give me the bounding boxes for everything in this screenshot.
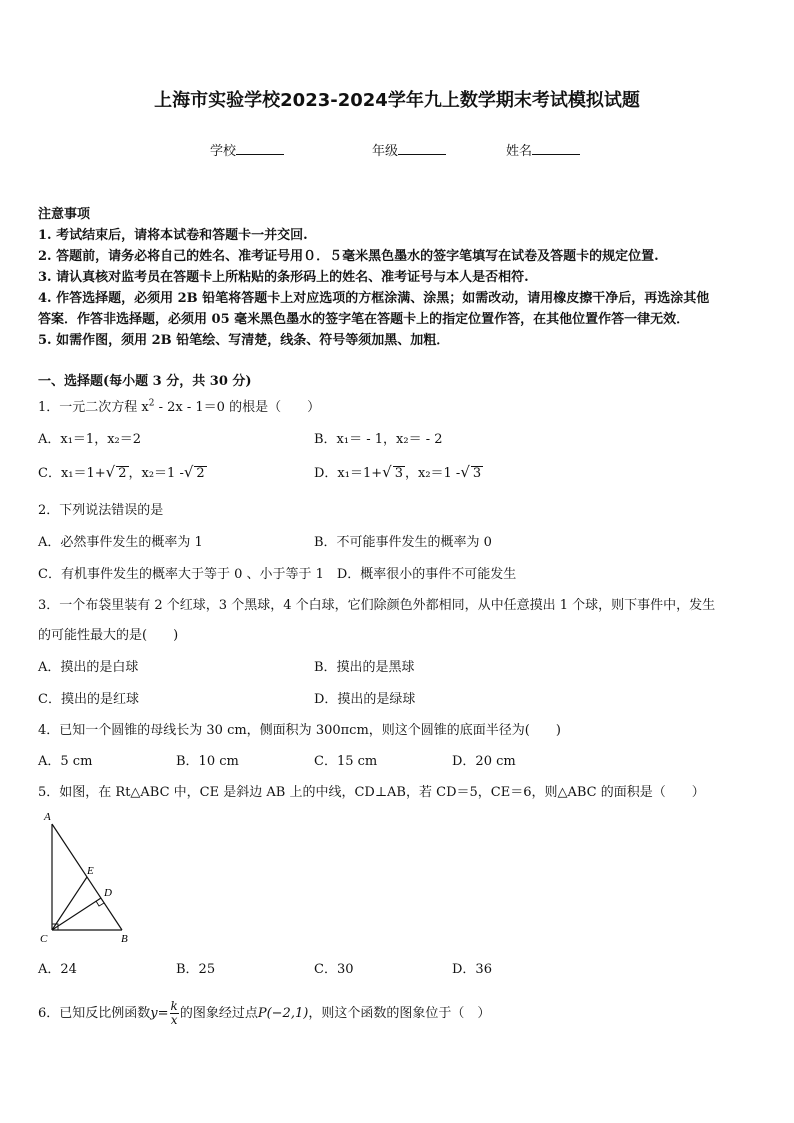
q1-d-radicand-2: 3 [472, 466, 482, 481]
notice-num: 5. [38, 333, 52, 348]
q1-stem-a: 1．一元二次方程 x [38, 400, 149, 415]
school-label: 学校 [210, 144, 237, 159]
q1-c-radicand-2: 2 [196, 466, 205, 481]
notice-num: 4. [38, 291, 52, 306]
q5-option-b: B．25 [176, 962, 216, 977]
notice-item-4-cont [38, 308, 689, 327]
q4-stem: 4．已知一个圆锥的母线长为 30 cm，侧面积为 300πcm，则这个圆锥的底面半径为( ) [38, 723, 561, 738]
q6-denominator: x [170, 1013, 178, 1027]
q4-option-a: A．5 cm [38, 754, 93, 769]
triangle-figure [38, 806, 138, 946]
q1-c-radicand-1: 2 [118, 466, 127, 481]
q1-stem-b: - 2x - 1＝0 的根是（ ） [154, 400, 321, 415]
notice-text: 考试结束后，请将本试卷和答题卡一并交回. [56, 228, 308, 243]
sqrt-icon: √ [460, 463, 470, 481]
vertex-c-label: C [40, 933, 48, 945]
notice-heading: 注意事项 [38, 207, 91, 222]
q6-stem-a: 6．已知反比例函数 [38, 1006, 151, 1021]
q1-option-a: A．x₁＝1，x₂＝2 [38, 432, 142, 447]
school-blank[interactable] [236, 142, 284, 155]
q3-stem-line-2: 的可能性最大的是( ) [38, 628, 179, 643]
q1-d-part-b: ，x₂＝1 - [404, 466, 461, 481]
q2-option-cd: C．有机事件发生的概率大于等于 0 、小于等于 1 D．概率很小的事件不可能发生 [38, 567, 517, 582]
q1-c-part-a: C．x₁＝1+ [38, 466, 106, 481]
q3-option-c: C．摸出的是红球 [38, 692, 139, 707]
vertex-b-label: B [121, 933, 128, 945]
sqrt-icon: √ [183, 463, 194, 481]
notice-text: 如需作图，须用 2B 铅笔绘、写清楚，线条、符号等须加黑、加粗． [56, 333, 450, 348]
notice-text: 答案．作答非选择题，必须用 05 毫米黑色墨水的签字笔在答题卡上的指定位置作答，在其他位置作答一律无效． [38, 312, 690, 327]
q1-d-radicand-1: 3 [394, 466, 403, 481]
q1-stem [38, 396, 320, 415]
q2-option-a: A．必然事件发生的概率为 1 [38, 535, 203, 550]
q1-option-c [38, 462, 207, 481]
point-e-label: E [87, 865, 94, 877]
grade-field [372, 140, 446, 159]
q3-option-a: A．摸出的是白球 [38, 660, 139, 675]
altitude-cd [52, 898, 101, 930]
q1-option-b: B．x₁＝ - 1，x₂＝ - 2 [314, 432, 443, 447]
notice-item-2 [38, 245, 659, 264]
q4-option-c: C．15 cm [314, 754, 378, 769]
q6-eq: = [157, 1006, 169, 1021]
q6-stem-c: ，则这个函数的图象位于（ ） [308, 1006, 491, 1021]
notice-item-1 [38, 224, 308, 243]
q3-option-b: B．摸出的是黑球 [314, 660, 415, 675]
q1-d-part-a: D．x₁＝1+ [314, 466, 383, 481]
q5-option-c: C．30 [314, 962, 354, 977]
name-label: 姓名 [506, 144, 533, 159]
notice-item-5 [38, 329, 449, 348]
notice-num: 2. [38, 249, 52, 264]
vertex-a-label: A [44, 811, 51, 823]
notice-text: 作答选择题，必须用 2B 铅笔将答题卡上对应选项的方框涂满、涂黑；如需改动，请用橡皮擦干净后，再选涂其他 [56, 291, 710, 306]
q6-point: P(−2,1) [257, 1006, 309, 1021]
notice-text: 请认真核对监考员在答题卡上所粘贴的条形码上的姓名、准考证号与本人是否相符. [56, 270, 529, 285]
notice-num: 3. [38, 270, 52, 285]
q1-exponent: 2 [148, 398, 155, 409]
name-blank[interactable] [532, 142, 580, 155]
q6-fraction [170, 1000, 179, 1027]
name-field [506, 140, 580, 159]
q6-y: y [150, 1006, 158, 1021]
notice-item-3 [38, 266, 529, 285]
grade-blank[interactable] [398, 142, 446, 155]
notice-text: 答题前，请务必将自己的姓名、准考证号用０．５毫米黑色墨水的签字笔填写在试卷及答题卡的规定位置. [56, 249, 659, 264]
point-d-label: D [104, 887, 112, 899]
page-title: 上海市实验学校2023-2024学年九上数学期末考试模拟试题 [154, 90, 640, 111]
q6-numerator: k [170, 999, 178, 1013]
q5-option-d: D．36 [452, 962, 492, 977]
q2-option-b: B．不可能事件发生的概率为 0 [314, 535, 492, 550]
q4-option-b: B．10 cm [176, 754, 239, 769]
q1-option-d [314, 462, 483, 481]
q3-option-d: D．摸出的是绿球 [314, 692, 416, 707]
notice-item-4 [38, 287, 709, 306]
notice-num: 1. [38, 228, 52, 243]
median-ce [52, 877, 87, 930]
sqrt-icon: √ [382, 463, 392, 481]
q6-stem [38, 1000, 490, 1027]
q3-stem-line-1: 3．一个布袋里装有 2 个红球，3 个黑球，4 个白球，它们除颜色外都相同，从中任意摸出 1 个球，则下事件中，发生 [38, 598, 716, 613]
school-field [210, 140, 284, 159]
q4-option-d: D．20 cm [452, 754, 516, 769]
q5-stem: 5．如图，在 Rt△ABC 中，CE 是斜边 AB 上的中线，CD⊥AB，若 CD＝5，CE＝6，则△ABC 的面积是（ ） [38, 785, 705, 800]
q6-stem-b: 的图象经过点 [179, 1006, 258, 1021]
sqrt-icon: √ [105, 463, 116, 481]
q1-c-part-b: ，x₂＝1 - [128, 466, 184, 481]
grade-label: 年级 [372, 144, 399, 159]
q2-stem: 2．下列说法错误的是 [38, 503, 164, 518]
section-heading: 一、选择题(每小题 3 分，共 30 分) [38, 374, 252, 389]
q5-option-a: A．24 [38, 962, 77, 977]
